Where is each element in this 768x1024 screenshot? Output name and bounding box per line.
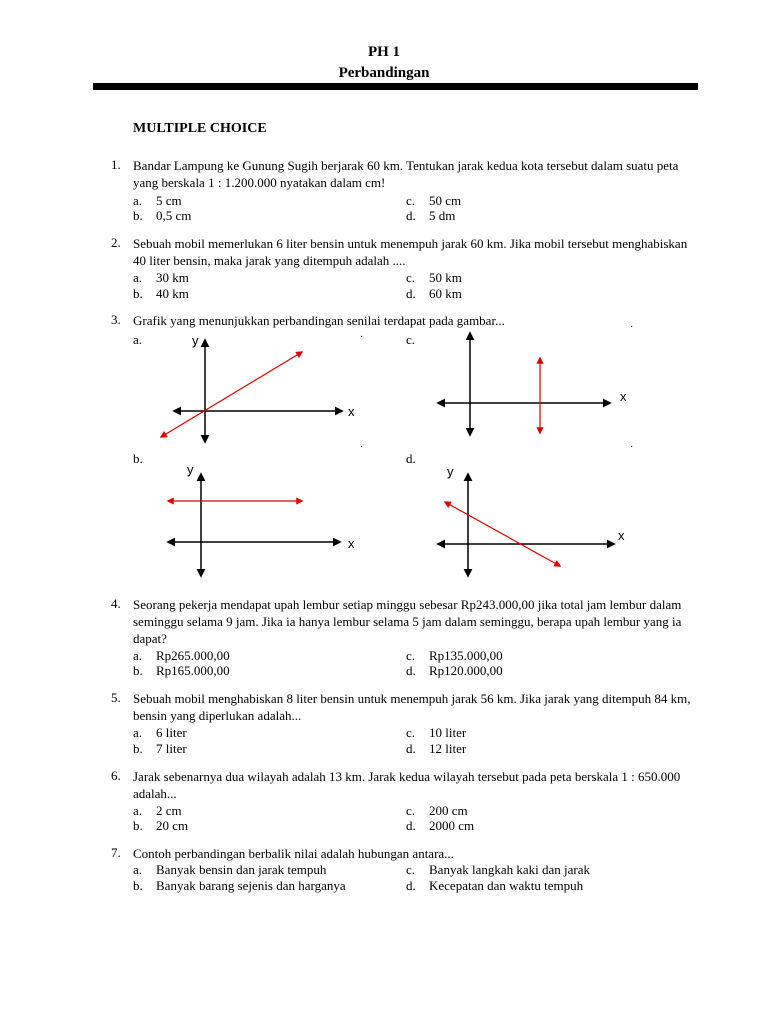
- graph-option-d-label: [406, 451, 416, 467]
- option-text: 5 cm: [156, 193, 182, 208]
- stray-dot: ·: [630, 322, 634, 333]
- option-a: [133, 193, 182, 209]
- option-text: 40 km: [156, 286, 189, 301]
- option-letter: c.: [406, 862, 416, 877]
- graph-d: [430, 460, 650, 582]
- option-letter: b.: [133, 878, 143, 893]
- option-d: [406, 286, 462, 302]
- option-text: Banyak barang sejenis dan harganya: [156, 878, 346, 893]
- document-code: PH 1: [367, 44, 401, 60]
- option-letter: b.: [133, 818, 143, 833]
- stray-dot: ·: [630, 442, 634, 453]
- x-axis-label: x: [620, 389, 627, 404]
- question-text: Sebuah mobil menghabiskan 8 liter bensin untuk menempuh jarak 56 km. Jika jarak yang ditempuh 84 km, bensin yang diperlukan adalah...: [133, 691, 691, 723]
- option-letter: c.: [406, 648, 416, 663]
- proportional-line: [161, 352, 302, 437]
- option-letter: a.: [133, 803, 143, 818]
- stray-dot: ·: [360, 442, 364, 453]
- option-letter: d.: [406, 451, 416, 466]
- option-c: [406, 803, 468, 819]
- option-d: [406, 208, 455, 224]
- option-a: [133, 270, 189, 286]
- graph-option-a-label: [133, 332, 142, 348]
- option-text: 2 cm: [156, 803, 182, 818]
- option-c: [406, 725, 466, 741]
- graph-c: [430, 325, 650, 445]
- option-text: Banyak langkah kaki dan jarak: [429, 862, 590, 877]
- question-number: 2.: [111, 235, 121, 250]
- question-number: 1.: [111, 157, 121, 172]
- option-letter: c.: [406, 725, 416, 740]
- header-divider: [93, 83, 698, 90]
- option-letter: b.: [133, 286, 143, 301]
- option-text: 7 liter: [156, 741, 187, 756]
- question-text: Sebuah mobil memerlukan 6 liter bensin untuk menempuh jarak 60 km. Jika mobil tersebut menghabiskan 40 liter bensin, maka jarak yang ditempuh adalah ....: [133, 236, 688, 268]
- option-text: 30 km: [156, 270, 189, 285]
- option-text: 5 dm: [429, 208, 456, 223]
- option-b: [133, 741, 187, 757]
- option-text: 10 liter: [429, 725, 467, 740]
- option-letter: b.: [133, 451, 143, 466]
- option-letter: d.: [406, 818, 416, 833]
- question-number: 5.: [111, 690, 121, 705]
- option-c: [406, 270, 462, 286]
- option-text: Rp120.000,00: [429, 663, 503, 678]
- x-axis-label: x: [348, 404, 355, 419]
- graph-a: [150, 330, 370, 450]
- option-text: 6 liter: [156, 725, 187, 740]
- option-d: [406, 663, 503, 679]
- option-letter: b.: [133, 663, 143, 678]
- option-text: 2000 cm: [429, 818, 475, 833]
- option-text: 20 cm: [156, 818, 189, 833]
- option-letter: b.: [133, 208, 143, 223]
- y-axis-label: y: [192, 333, 199, 348]
- option-a: [133, 725, 187, 741]
- option-b: [133, 878, 346, 894]
- option-letter: a.: [133, 193, 143, 208]
- question-text: Grafik yang menunjukkan perbandingan senilai terdapat pada gambar...: [133, 313, 505, 328]
- option-letter: a.: [133, 725, 143, 740]
- option-c: [406, 862, 590, 878]
- option-letter: d.: [406, 741, 416, 756]
- option-c: [406, 193, 461, 209]
- option-a: [133, 803, 182, 819]
- section-title: MULTIPLE CHOICE: [133, 121, 267, 136]
- option-letter: d.: [406, 286, 416, 301]
- x-axis-label: x: [618, 528, 625, 543]
- y-axis-label: y: [447, 464, 454, 479]
- graph-option-b-label: [133, 451, 143, 467]
- y-axis-label: y: [187, 462, 194, 477]
- x-axis-label: x: [348, 536, 355, 551]
- option-d: [406, 878, 583, 894]
- option-letter: c.: [406, 270, 416, 285]
- option-c: [406, 648, 503, 664]
- option-text: 50 cm: [429, 193, 462, 208]
- question-number: 4.: [111, 596, 121, 611]
- option-text: 0,5 cm: [156, 208, 192, 223]
- option-letter: a.: [133, 862, 143, 877]
- option-letter: d.: [406, 208, 416, 223]
- option-b: [133, 286, 189, 302]
- question-text: Bandar Lampung ke Gunung Sugih berjarak 60 km. Tentukan jarak kedua kota tersebut dalam suatu peta yang berskala 1 : 1.200.000 nyatakan dalam cm!: [133, 158, 679, 190]
- question-text: Jarak sebenarnya dua wilayah adalah 13 km. Jarak kedua wilayah tersebut pada peta berskala 1 : 650.000 adalah...: [133, 769, 681, 801]
- decreasing-line: [445, 502, 560, 566]
- option-letter: b.: [133, 741, 143, 756]
- option-letter: c.: [406, 803, 416, 818]
- question-number: 7.: [111, 845, 121, 860]
- option-b: [133, 818, 188, 834]
- option-letter: c.: [406, 193, 416, 208]
- graph-b: [150, 460, 370, 582]
- option-text: Banyak bensin dan jarak tempuh: [156, 862, 327, 877]
- question-number: 3.: [111, 312, 121, 327]
- option-letter: d.: [406, 878, 416, 893]
- question-number: 6.: [111, 768, 121, 783]
- option-letter: a.: [133, 648, 143, 663]
- option-letter: d.: [406, 663, 416, 678]
- option-text: 200 cm: [429, 803, 468, 818]
- stray-dot: ·: [360, 332, 364, 343]
- option-text: Rp265.000,00: [156, 648, 230, 663]
- option-letter: a.: [133, 332, 143, 347]
- question-text: Contoh perbandingan berbalik nilai adalah hubungan antara...: [133, 846, 454, 861]
- document-title: Perbandingan: [338, 65, 430, 81]
- option-letter: a.: [133, 270, 143, 285]
- option-text: 60 km: [429, 286, 462, 301]
- option-b: [133, 663, 230, 679]
- option-d: [406, 741, 466, 757]
- question-text: Seorang pekerja mendapat upah lembur setiap minggu sebesar Rp243.000,00 jika total jam lembur dalam seminggu selama 9 jam. Jika ia hanya lembur selama 5 jam dalam seminggu, berapa upah lembur yang ia dapat?: [133, 597, 682, 646]
- option-text: 12 liter: [429, 741, 467, 756]
- option-text: Rp135.000,00: [429, 648, 503, 663]
- option-d: [406, 818, 474, 834]
- option-text: Rp165.000,00: [156, 663, 230, 678]
- option-text: Kecepatan dan waktu tempuh: [429, 878, 584, 893]
- option-a: [133, 862, 326, 878]
- graph-option-c-label: [406, 332, 415, 348]
- option-b: [133, 208, 191, 224]
- option-a: [133, 648, 230, 664]
- option-text: 50 km: [429, 270, 462, 285]
- option-letter: c.: [406, 332, 416, 347]
